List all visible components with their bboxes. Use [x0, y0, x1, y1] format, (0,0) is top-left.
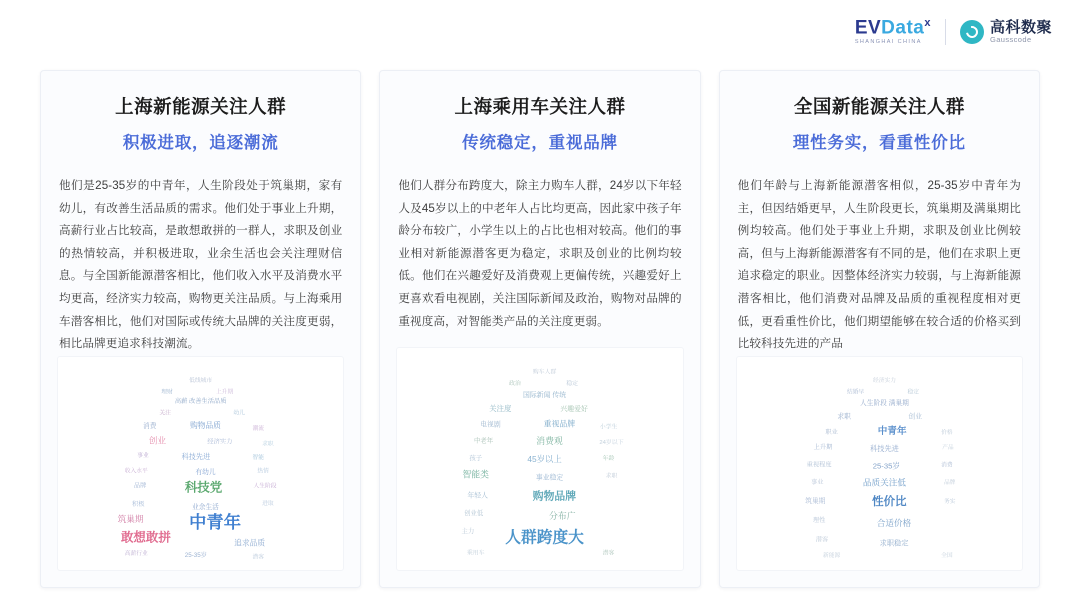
- svg-text:购物品质: 购物品质: [190, 420, 221, 430]
- svg-text:理财: 理财: [161, 389, 173, 396]
- svg-text:24岁以下: 24岁以下: [599, 440, 624, 447]
- svg-text:稳定: 稳定: [566, 381, 579, 388]
- card-subtitle: 传统稳定，重视品牌: [462, 134, 618, 152]
- svg-text:结婚早: 结婚早: [846, 389, 864, 396]
- evdata-logo-main: EV: [854, 17, 882, 39]
- evdata-logo-accent: Data: [881, 17, 925, 39]
- svg-text:理性: 理性: [812, 516, 826, 524]
- svg-text:业余生活: 业余生活: [192, 503, 219, 511]
- svg-text:经济实力: 经济实力: [207, 438, 233, 446]
- svg-text:国际新闻 传统: 国际新闻 传统: [523, 392, 567, 400]
- logo-divider: [945, 19, 946, 45]
- svg-text:筑巢期: 筑巢期: [117, 513, 144, 524]
- card-title: 上海乘用车关注人群: [454, 96, 626, 117]
- svg-text:幼儿: 幼儿: [233, 410, 245, 417]
- header-logos: [855, 18, 1052, 46]
- svg-text:重视程度: 重视程度: [806, 461, 832, 469]
- svg-text:重视品牌: 重视品牌: [543, 419, 576, 429]
- gausscode-name-cn: 高科数聚: [989, 19, 1052, 37]
- svg-text:创业: 创业: [908, 413, 922, 421]
- evdata-logo-subtitle: SHANGHAI CHINA: [854, 39, 922, 46]
- svg-text:兴趣爱好: 兴趣爱好: [560, 405, 589, 413]
- card-subtitle: 理性务实，看重性价比: [792, 134, 966, 152]
- svg-text:潜客: 潜客: [252, 554, 265, 561]
- svg-text:高薪行业: 高薪行业: [124, 550, 148, 557]
- svg-text:进取: 进取: [262, 500, 274, 507]
- card-body-text: 他们是25-35岁的中青年，人生阶段处于筑巢期，家有幼儿，有改善生活品质的需求。他们处于事业上升期，高薪行业占比较高，是敢想敢拼的一群人，求职及创业的热情较高，并积极进取，业余生活也会关注理财信息。与全国新能源潜客相比，他们收入水平及消费水平均更高，经济实力较高，购物更关注品质。与上海乘用车潜客相比，他们对国际或传统大品牌的关注度更弱，相比品牌更追求科技潮流。: [59, 179, 343, 351]
- evdata-logo-text: [855, 18, 931, 37]
- svg-text:价格: 价格: [940, 429, 953, 436]
- svg-text:低线城市: 低线城市: [189, 377, 213, 384]
- svg-text:品质关注低: 品质关注低: [862, 477, 906, 488]
- svg-text:分布广: 分布广: [549, 511, 576, 522]
- shanghai-passenger-car-wordcloud: [396, 347, 683, 571]
- svg-text:有幼儿: 有幼儿: [195, 468, 216, 476]
- svg-text:关注: 关注: [159, 410, 171, 417]
- svg-text:经济实力: 经济实力: [872, 377, 896, 384]
- svg-text:人群跨度大: 人群跨度大: [505, 529, 585, 547]
- svg-text:创业低: 创业低: [464, 510, 484, 518]
- card-row: [40, 70, 1040, 588]
- national-ev-wordcloud: [736, 356, 1023, 571]
- svg-text:职业: 职业: [825, 428, 838, 436]
- svg-text:潮流: 潮流: [252, 425, 265, 432]
- card-subtitle: 积极进取，追逐潮流: [122, 134, 279, 152]
- svg-text:上升期: 上升期: [216, 389, 234, 396]
- svg-text:人生阶段 满巢期: 人生阶段 满巢期: [859, 399, 909, 407]
- svg-text:事业稳定: 事业稳定: [536, 474, 564, 482]
- svg-text:年轻人: 年轻人: [467, 492, 489, 500]
- svg-text:事业: 事业: [137, 452, 149, 459]
- svg-text:主力: 主力: [461, 527, 475, 535]
- svg-text:求职: 求职: [262, 441, 274, 448]
- card-title: 上海新能源关注人群: [115, 96, 287, 117]
- svg-text:求职: 求职: [605, 473, 618, 480]
- svg-text:品牌: 品牌: [133, 482, 147, 490]
- svg-text:事业: 事业: [810, 478, 824, 486]
- svg-text:筑巢期: 筑巢期: [804, 497, 826, 505]
- shanghai-ev-wordcloud: [57, 356, 344, 571]
- svg-text:科技党: 科技党: [184, 480, 223, 495]
- svg-text:追求品质: 追求品质: [234, 538, 265, 548]
- svg-text:性价比: 性价比: [871, 495, 907, 508]
- card-shanghai-passenger-car: [379, 70, 700, 588]
- svg-text:品牌: 品牌: [943, 479, 956, 486]
- svg-text:电视剧: 电视剧: [480, 421, 502, 429]
- card-body-text: 他们年龄与上海新能源潜客相似，25-35岁中青年为主，但因结婚更早，人生阶段更长，筑巢期及满巢期比例均较高。他们处于事业上升期，求职及创业比例较高，但与上海新能源潜客有不同的是，他们在求职上更追求稳定的职业。因整体经济实力较弱，与上海新能源潜客相比，他们消费对品牌及品质的重视程度相对更低，更看重性价比，他们期望能够在较合适的价格买到比较科技先进的产品: [737, 179, 1021, 351]
- svg-text:稳定: 稳定: [907, 389, 919, 396]
- svg-text:乘用车: 乘用车: [467, 550, 485, 557]
- svg-text:中青年: 中青年: [877, 425, 907, 437]
- svg-text:25-35岁: 25-35岁: [184, 551, 207, 559]
- evdata-logo-superscript: x: [924, 17, 931, 29]
- svg-text:收入水平: 收入水平: [124, 468, 148, 475]
- gausscode-logo: [960, 20, 1052, 44]
- evdata-logo: [855, 18, 931, 46]
- svg-text:潜客: 潜客: [602, 550, 615, 557]
- svg-text:小学生: 小学生: [600, 424, 618, 431]
- gausscode-name-en: Gausscode: [989, 34, 1032, 44]
- svg-text:求职稳定: 求职稳定: [879, 538, 909, 548]
- svg-text:积极: 积极: [131, 500, 145, 508]
- svg-text:中青年: 中青年: [189, 511, 242, 532]
- svg-text:购车人群: 购车人群: [533, 369, 557, 376]
- svg-text:创业: 创业: [148, 435, 167, 446]
- svg-text:上升期: 上升期: [813, 443, 833, 451]
- card-body-text: 他们人群分布跨度大，除主力购车人群，24岁以下年轻人及45岁以上的中老年人占比均更高，因此家中孩子年龄分布较广，小学生以上的占比也相对较高。他们的事业相对新能源潜客更为稳定，求职及创业的比例均较低。他们在兴趣爱好及消费观上更偏传统，兴趣爱好上更喜欢看电视剧，关注国际新闻及政治，购物对品牌的重视度高，对智能类产品的关注度更弱。: [398, 179, 682, 328]
- svg-text:科技先进: 科技先进: [181, 451, 211, 461]
- svg-text:消费观: 消费观: [536, 436, 564, 447]
- svg-text:消费: 消费: [143, 422, 157, 430]
- svg-text:新能源: 新能源: [822, 552, 840, 559]
- svg-text:25-35岁: 25-35岁: [872, 461, 900, 471]
- svg-text:潜客: 潜客: [815, 536, 828, 544]
- svg-text:人生阶段: 人生阶段: [253, 483, 277, 490]
- card-title: 全国新能源关注人群: [793, 96, 965, 117]
- svg-text:热情: 热情: [257, 468, 269, 475]
- svg-text:求职: 求职: [837, 413, 851, 421]
- svg-text:智能类: 智能类: [462, 469, 490, 480]
- svg-text:购物品牌: 购物品牌: [533, 490, 577, 503]
- svg-text:年龄: 年龄: [602, 455, 615, 462]
- svg-text:产品: 产品: [941, 444, 954, 451]
- gausscode-circle-icon: [960, 20, 984, 44]
- svg-text:高薪 改善生活品质: 高薪 改善生活品质: [174, 397, 227, 405]
- svg-text:科技先进: 科技先进: [869, 443, 899, 453]
- svg-text:45岁以上: 45岁以上: [527, 453, 563, 464]
- svg-text:敢想敢拼: 敢想敢拼: [120, 530, 171, 545]
- svg-text:孩子: 孩子: [469, 454, 483, 462]
- svg-text:全国: 全国: [940, 552, 953, 559]
- card-national-ev: [719, 70, 1040, 588]
- svg-text:智能: 智能: [252, 454, 265, 461]
- svg-text:消费: 消费: [940, 462, 953, 469]
- gausscode-logo-text: [990, 20, 1052, 44]
- svg-text:政治: 政治: [509, 381, 522, 388]
- svg-text:关注度: 关注度: [489, 403, 512, 413]
- svg-text:中老年: 中老年: [474, 437, 494, 445]
- svg-text:合适价格: 合适价格: [876, 517, 911, 528]
- svg-text:务实: 务实: [943, 498, 956, 505]
- card-shanghai-ev: [40, 70, 361, 588]
